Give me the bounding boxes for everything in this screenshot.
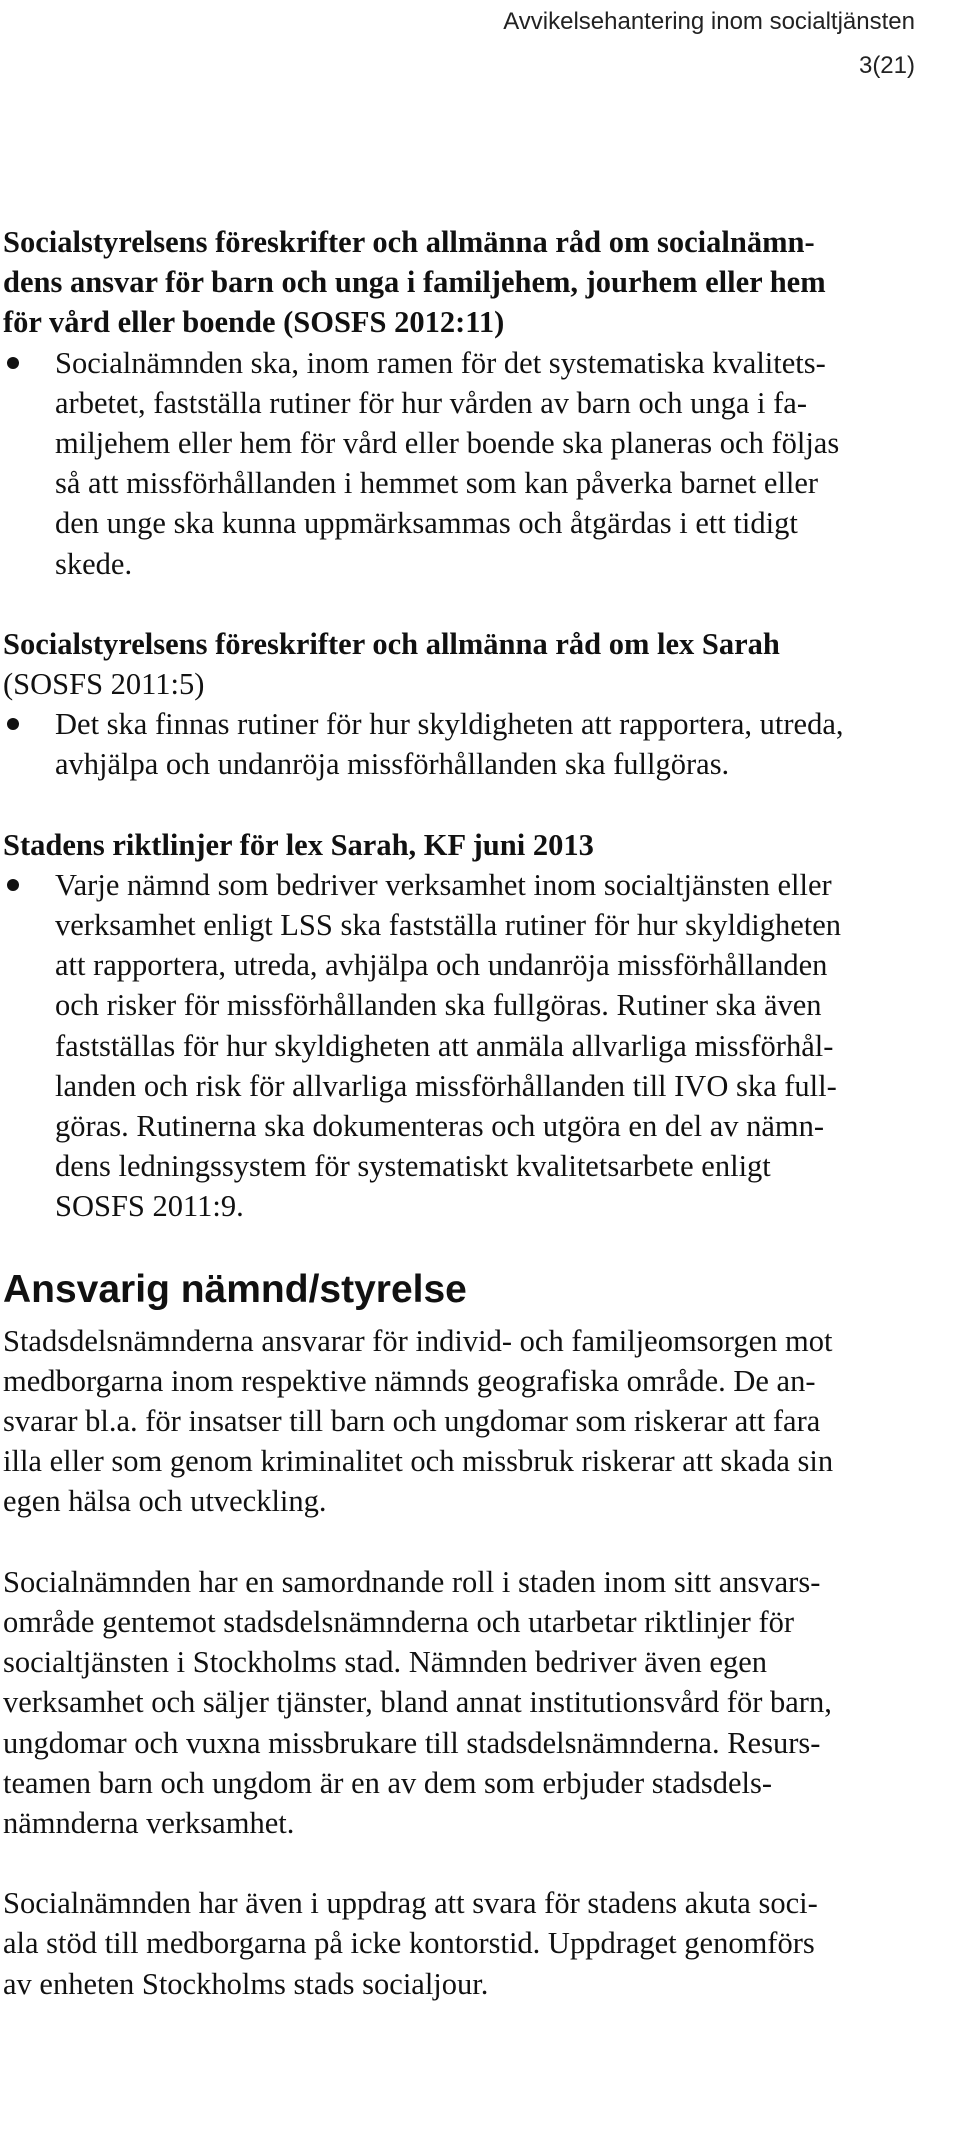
text-line: fastställas för hur skyldigheten att anmäla allvarliga missförhål- bbox=[55, 1028, 834, 1063]
text-line: svarar bl.a. för insatser till barn och ungdomar som riskerar att fara bbox=[3, 1404, 821, 1439]
bullet-icon bbox=[7, 879, 19, 891]
section-title: Ansvarig nämnd/styrelse bbox=[3, 1267, 467, 1311]
heading-line: Socialstyrelsens föreskrifter och allmänna råd om socialnämn- bbox=[3, 225, 815, 259]
text-line: skede. bbox=[55, 546, 133, 581]
section-sosfs-2012 bbox=[3, 222, 955, 584]
paragraph bbox=[3, 1562, 955, 1843]
list-item bbox=[3, 865, 955, 1227]
section-riktlinjer bbox=[3, 825, 955, 1227]
text-line: den unge ska kunna uppmärksammas och åtgärdas i ett tidigt bbox=[55, 506, 798, 541]
text-line: egen hälsa och utveckling. bbox=[3, 1484, 327, 1519]
text-line: Varje nämnd som bedriver verksamhet inom socialtjänsten eller bbox=[55, 867, 832, 902]
heading-line: Socialstyrelsens föreskrifter och allmänna råd om lex Sarah bbox=[3, 626, 780, 661]
bullet-icon bbox=[7, 718, 19, 730]
page-number: 3(21) bbox=[858, 52, 915, 79]
text-line: av enheten Stockholms stads socialjour. bbox=[3, 1966, 489, 2001]
text-line: SOSFS 2011:9. bbox=[55, 1189, 244, 1224]
paragraph bbox=[3, 1321, 955, 1522]
text-line: nämnderna verksamhet. bbox=[3, 1805, 295, 1840]
paragraph bbox=[3, 1883, 955, 2004]
text-line: verksamhet enligt LSS ska fastställa rutiner för hur skyldigheten bbox=[55, 908, 842, 943]
section-heading bbox=[3, 222, 955, 343]
text-line: Socialnämnden ska, inom ramen för det systematiska kvalitets- bbox=[55, 345, 826, 380]
text-line: göras. Rutinerna ska dokumenteras och utgöra en del av nämn- bbox=[55, 1109, 825, 1144]
text-line: område gentemot stadsdelsnämnderna och utarbetar riktlinjer för bbox=[3, 1604, 795, 1639]
text-line: Socialnämnden har även i uppdrag att svara för stadens akuta soci- bbox=[3, 1886, 818, 1921]
text-line: verksamhet och säljer tjänster, bland annat institutionsvård för barn, bbox=[3, 1685, 832, 1720]
text-line: ala stöd till medborgarna på icke kontorstid. Uppdraget genomförs bbox=[3, 1926, 815, 1961]
document-title: Avvikelsehantering inom socialtjänsten bbox=[503, 8, 915, 35]
text-line: medborgarna inom respektive nämnds geografiska område. De an- bbox=[3, 1363, 816, 1398]
text-line: illa eller som genom kriminalitet och missbruk riskerar att skada sin bbox=[3, 1444, 834, 1479]
section-heading: Stadens riktlinjer för lex Sarah, KF juni 2013 bbox=[3, 827, 594, 862]
heading-line: (SOSFS 2011:5) bbox=[3, 667, 205, 702]
text-line: arbetet, fastställa rutiner för hur vården av barn och unga i fa- bbox=[55, 385, 808, 420]
list-item bbox=[3, 343, 955, 584]
running-header bbox=[503, 0, 915, 88]
text-line: ungdomar och vuxna missbrukare till stadsdelsnämnderna. Resurs- bbox=[3, 1725, 821, 1760]
text-line: miljehem eller hem för vård eller boende ska planeras och följas bbox=[55, 426, 840, 461]
text-line: att rapportera, utreda, avhjälpa och undanröja missförhållanden bbox=[55, 948, 828, 983]
bullet-list bbox=[3, 704, 955, 784]
text-line: landen och risk för allvarliga missförhållanden till IVO ska full- bbox=[55, 1068, 837, 1103]
bullet-list bbox=[3, 343, 955, 584]
text-line: teamen barn och ungdom är en av dem som erbjuder stadsdels- bbox=[3, 1765, 773, 1800]
text-line: Socialnämnden har en samordnande roll i staden inom sitt ansvars- bbox=[3, 1564, 821, 1599]
list-item bbox=[3, 704, 955, 784]
document-body bbox=[3, 222, 955, 2004]
text-line: dens ledningssystem för systematiskt kvalitetsarbete enligt bbox=[55, 1149, 771, 1184]
text-line: Stadsdelsnämnderna ansvarar för individ- och familjeomsorgen mot bbox=[3, 1323, 833, 1358]
text-line: socialtjänsten i Stockholms stad. Nämnden bedriver även egen bbox=[3, 1645, 767, 1680]
text-line: och risker för missförhållanden ska fullgöras. Rutiner ska även bbox=[55, 988, 822, 1023]
heading-line: dens ansvar för barn och unga i familjehem, jourhem eller hem bbox=[3, 265, 826, 300]
section-heading bbox=[3, 624, 955, 704]
text-line: avhjälpa och undanröja missförhållanden ska fullgöras. bbox=[55, 747, 730, 782]
text-line: Det ska finnas rutiner för hur skyldigheten att rapportera, utreda, bbox=[55, 707, 844, 742]
section-sosfs-2011 bbox=[3, 624, 955, 785]
heading-line: för vård eller boende (SOSFS 2012:11) bbox=[3, 305, 505, 340]
text-line: så att missförhållanden i hemmet som kan påverka barnet eller bbox=[55, 466, 819, 501]
bullet-icon bbox=[7, 357, 19, 369]
bullet-list bbox=[3, 865, 955, 1227]
